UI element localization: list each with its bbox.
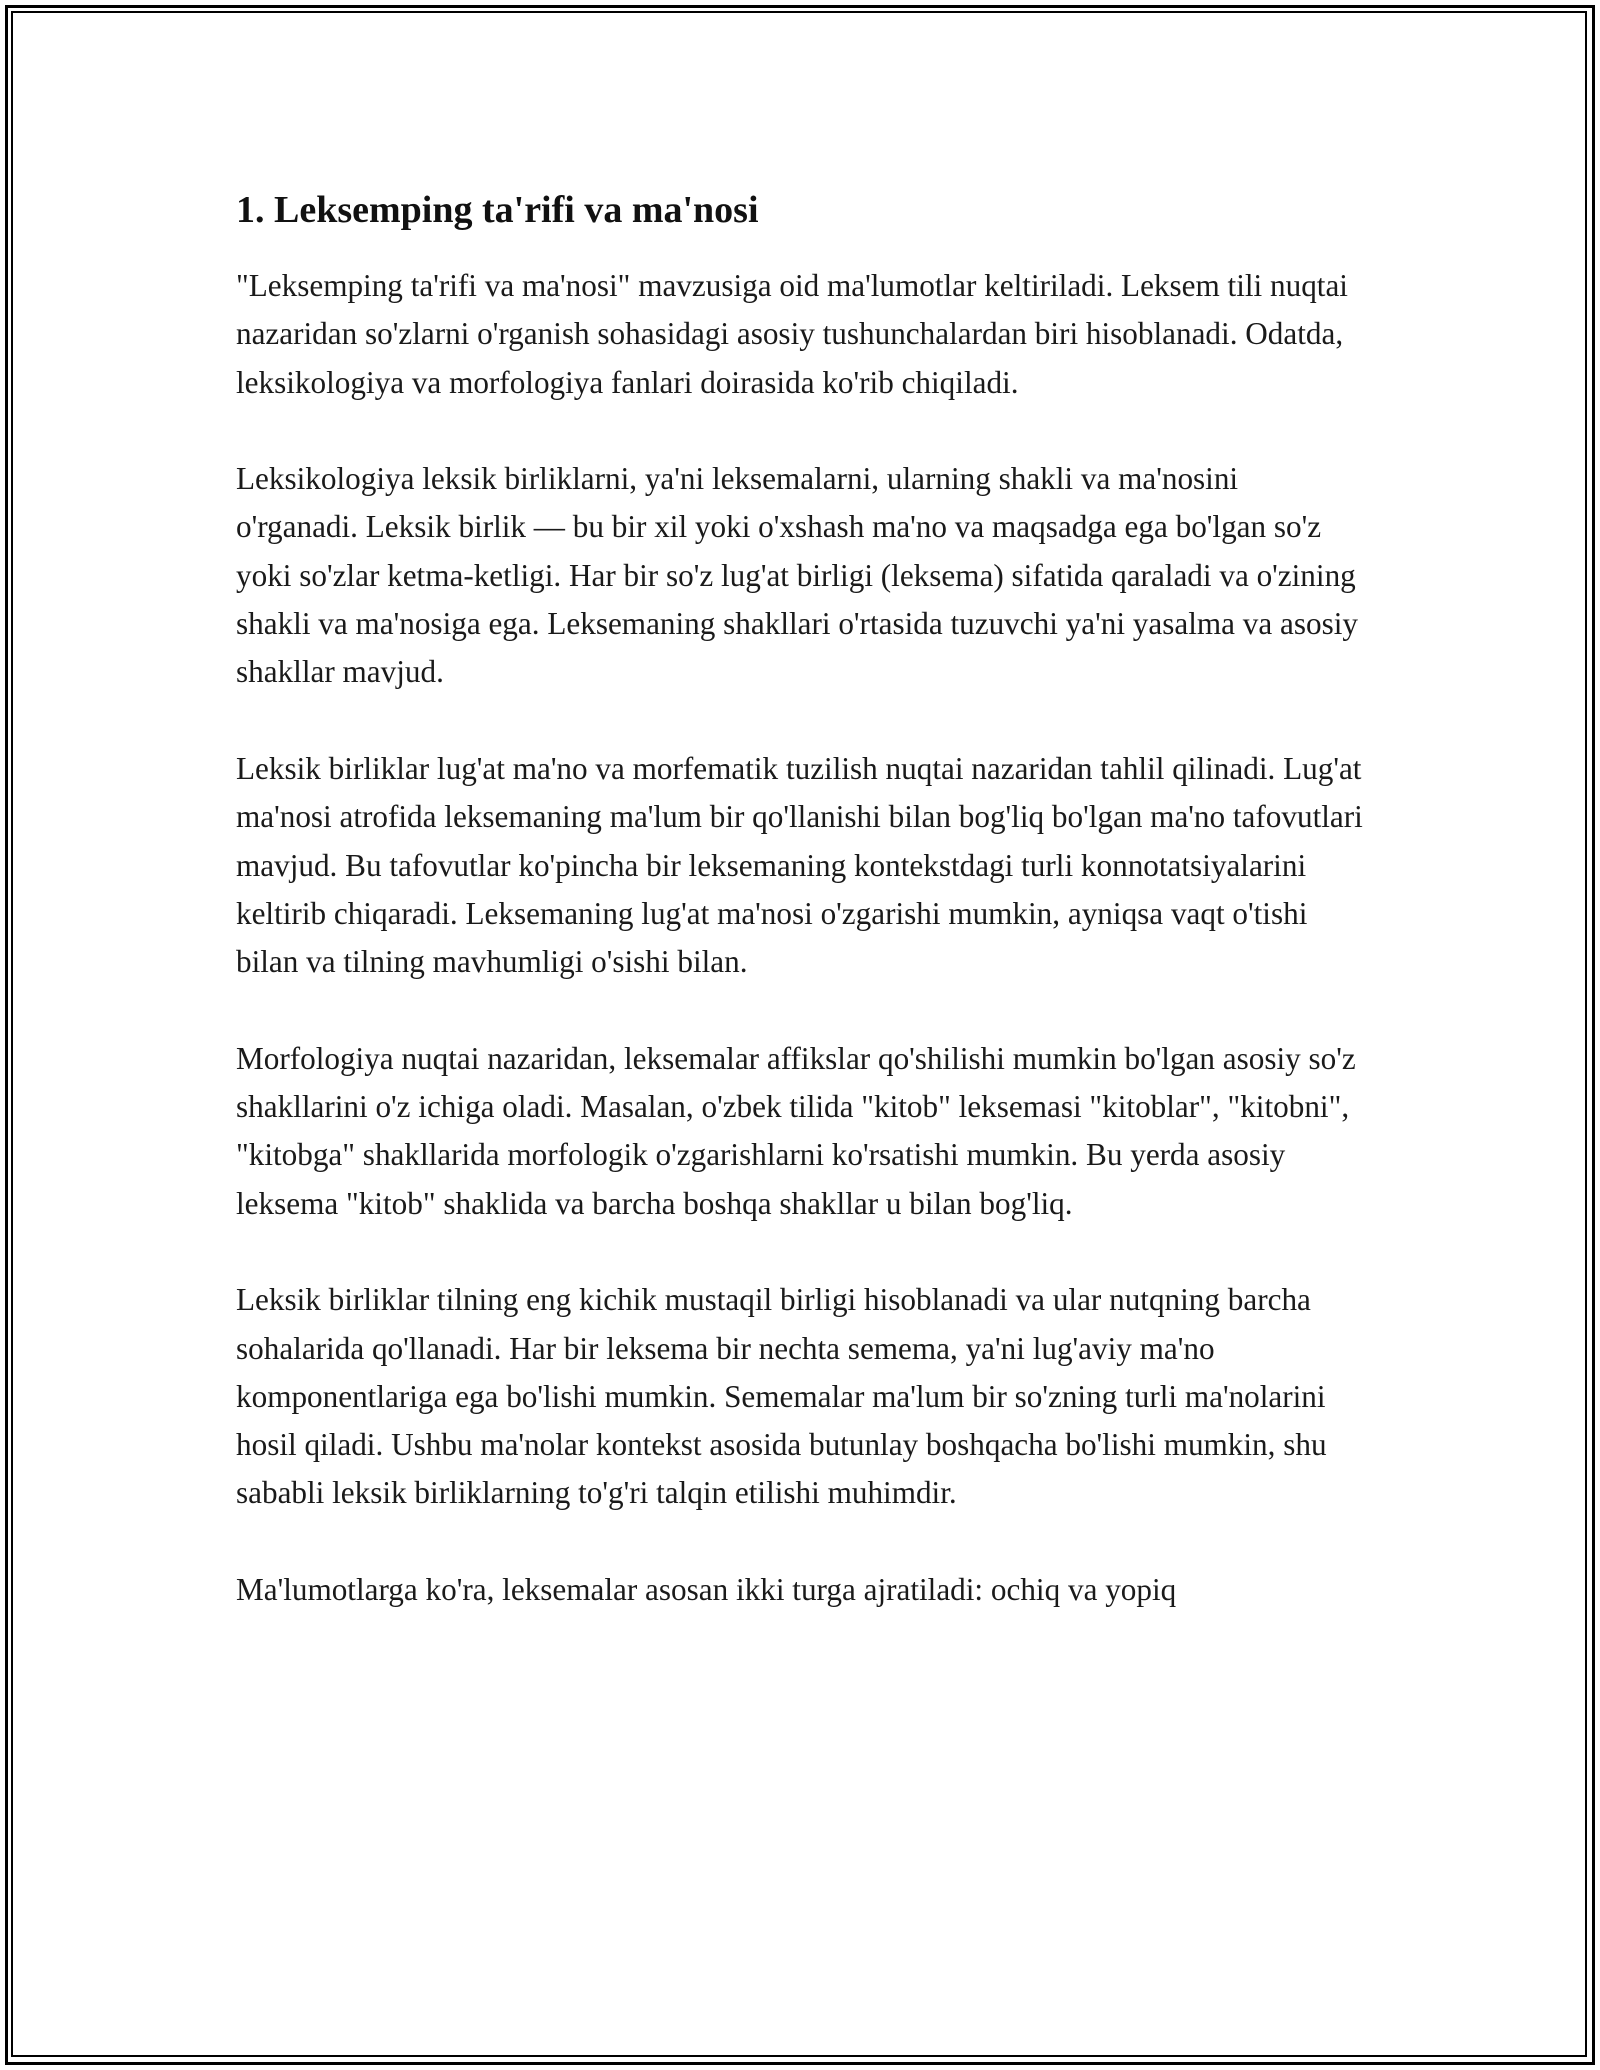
section-heading: 1. Leksemping ta'rifi va ma'nosi [236,189,759,231]
paragraph-1: "Leksemping ta'rifi va ma'nosi" mavzusiga oid ma'lumotlar keltiriladi. Leksem tili nuqtai nazaridan so'zlarni o'rganish sohasidagi asosiy tushunchalardan biri hisoblanadi. Odatda, leksikologiya va morfologiya fanlari doirasida ko'rib chiqiladi. [236,268,1348,400]
document-body [236,186,1366,1614]
paragraph-4: Morfologiya nuqtai nazaridan, leksemalar affikslar qo'shilishi mumkin bo'lgan asosiy so'z shakllarini o'z ichiga oladi. Masalan, o'zbek tilida "kitob" leksemasi "kitoblar", "kitobni", "kitobga" shakllarida morfologik o'zgarishlarni ko'rsatishi mumkin. Bu yerda asosiy leksema "kitob" shaklida va barcha boshqa shakllar u bilan bog'liq. [236,1040,1356,1221]
paragraph-5: Leksik birliklar tilning eng kichik mustaqil birligi hisoblanadi va ular nutqning barcha sohalarida qo'llanadi. Har bir leksema bir nechta semema, ya'ni lug'aviy ma'no komponentlariga ega bo'lishi mumkin. Sememalar ma'lum bir so'zning turli ma'nolarini hosil qiladi. Ushbu ma'nolar kontekst asosida butunlay boshqacha bo'lishi mumkin, shu sababli leksik birliklarning to'g'ri talqin etilishi muhimdir. [236,1282,1327,1511]
paragraph-2: Leksikologiya leksik birliklarni, ya'ni leksemalarni, ularning shakli va ma'nosini o'rganadi. Leksik birlik — bu bir xil yoki o'xshash ma'no va maqsadga ega bo'lgan so'z yoki so'zlar ketma-ketligi. Har bir so'z lug'at birligi (leksema) sifatida qaraladi va o'zining shakli va ma'nosiga ega. Leksemaning shakllari o'rtasida tuzuvchi ya'ni yasalma va asosiy shakllar mavjud. [236,461,1358,690]
paragraph-3: Leksik birliklar lug'at ma'no va morfematik tuzilish nuqtai nazaridan tahlil qilinadi. Lug'at ma'nosi atrofida leksemaning ma'lum bir qo'llanishi bilan bog'liq bo'lgan ma'no tafovutlari mavjud. Bu tafovutlar ko'pincha bir leksemaning kontekstdagi turli konnotatsiyalarini keltirib chiqaradi. Leksemaning lug'at ma'nosi o'zgarishi mumkin, ayniqsa vaqt o'tishi bilan va tilning mavhumligi o'sishi bilan. [236,750,1363,980]
paragraph-6: Ma'lumotlarga ko'ra, leksemalar asosan ikki turga ajratiladi: ochiq va yopiq [236,1572,1177,1608]
